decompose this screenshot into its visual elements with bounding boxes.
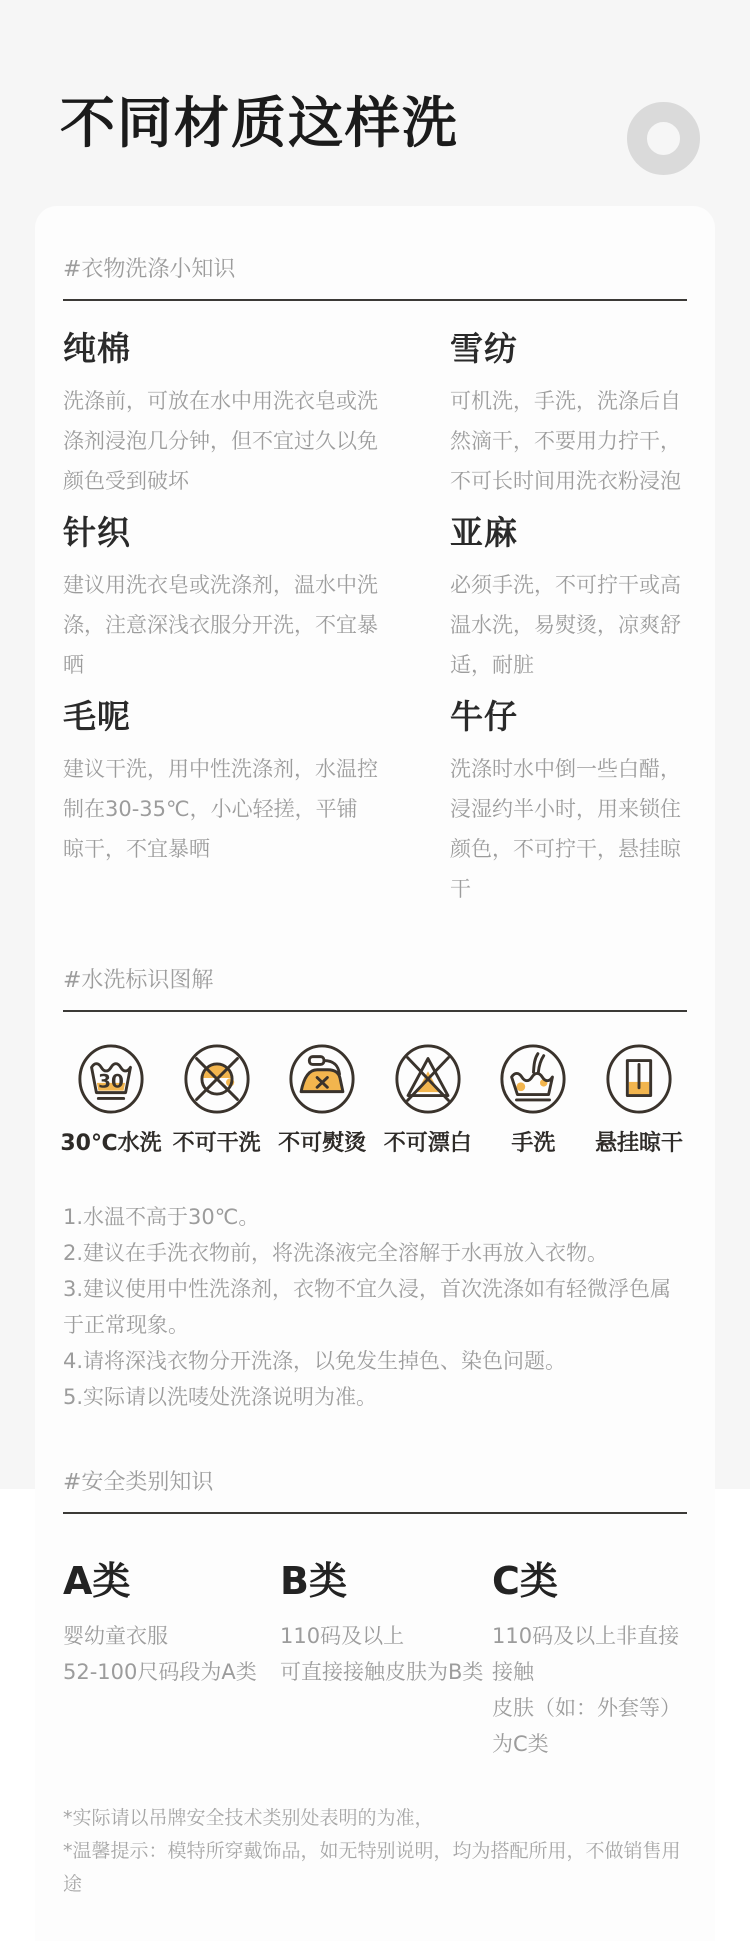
wash-symbol-hand-wash (485, 1042, 581, 1157)
wash-symbol-no-bleach (380, 1042, 476, 1157)
hang-dry-icon (604, 1042, 674, 1116)
material-name: 纯棉 (63, 331, 378, 367)
material-item-denim (450, 699, 687, 909)
safety-class-a (63, 1562, 280, 1762)
wash-note: 2.建议在手洗衣物前，将洗涤液完全溶解于水再放入衣物。 (63, 1235, 687, 1271)
wash-symbol-label: 不可干洗 (173, 1126, 261, 1157)
page-title: 不同材质这样洗 (60, 88, 690, 160)
wash-note: 4.请将深浅衣物分开洗涤，以免发生掉色、染色问题。 (63, 1343, 687, 1379)
safety-class-line: 婴幼童衣服 (63, 1618, 280, 1654)
no-iron-icon (287, 1042, 357, 1116)
safety-class-name: B类 (280, 1562, 492, 1602)
safety-class-b (280, 1562, 492, 1762)
material-item-linen (450, 515, 687, 685)
safety-class-line: 皮肤（如：外套等）为C类 (492, 1690, 687, 1762)
wash-icons-row (63, 1042, 687, 1157)
content-card (35, 206, 715, 1941)
section-materials (63, 252, 687, 910)
hand-wash-icon (498, 1042, 568, 1116)
svg-text:30: 30 (98, 1072, 124, 1093)
safety-class-line: 110码及以上非直接接触 (492, 1618, 687, 1690)
wash-symbol-no-iron (274, 1042, 370, 1157)
wash-symbol-label: 悬挂晾干 (595, 1126, 683, 1157)
safety-class-line: 可直接接触皮肤为B类 (280, 1654, 492, 1690)
wash-symbol-label: 手洗 (511, 1126, 555, 1157)
no-dry-clean-icon (182, 1042, 252, 1116)
wash-symbol-no-dry-clean (169, 1042, 265, 1157)
safety-class-line: 52-100尺码段为A类 (63, 1654, 280, 1690)
safety-class-name: C类 (492, 1562, 687, 1602)
material-name: 牛仔 (450, 699, 687, 735)
material-desc: 洗涤前，可放在水中用洗衣皂或洗涤剂浸泡几分钟，但不宜过久以免颜色受到破坏 (63, 381, 378, 501)
material-item-chiffon (450, 331, 687, 501)
material-desc: 建议用洗衣皂或洗涤剂，温水中洗涤，注意深浅衣服分开洗，不宜暴晒 (63, 565, 378, 685)
safety-class-line: 110码及以上 (280, 1618, 492, 1654)
safety-class-name: A类 (63, 1562, 280, 1602)
material-name: 雪纺 (450, 331, 687, 367)
material-desc: 建议干洗，用中性洗涤剂，水温控制在30-35℃，小心轻搓，平铺晾干，不宜暴晒 (63, 749, 378, 869)
wash-symbol-hang-dry (591, 1042, 687, 1157)
footnote: *实际请以吊牌安全技术类别处表明的为准， (63, 1802, 687, 1835)
no-bleach-icon (393, 1042, 463, 1116)
material-item-knit (63, 515, 378, 685)
section-header-materials: #衣物洗涤小知识 (63, 252, 687, 301)
material-name: 针织 (63, 515, 378, 551)
material-name: 毛呢 (63, 699, 378, 735)
wash-symbol-30c (63, 1042, 159, 1157)
wash-notes-list (63, 1199, 687, 1415)
material-item-wool (63, 699, 378, 909)
footnote: *温馨提示：模特所穿戴饰品，如无特别说明，均为搭配所用，不做销售用途 (63, 1835, 687, 1901)
materials-grid (63, 331, 687, 910)
section-header-safety: #安全类别知识 (63, 1465, 687, 1514)
footnotes (63, 1802, 687, 1901)
wash-note: 3.建议使用中性洗涤剂，衣物不宜久浸，首次洗涤如有轻微浮色属于正常现象。 (63, 1271, 687, 1343)
brand-ring-icon (627, 102, 700, 175)
wash-symbol-label: 不可漂白 (384, 1126, 472, 1157)
safety-class-c (492, 1562, 687, 1762)
material-item-cotton (63, 331, 378, 501)
wash-symbol-label: 30℃水洗 (60, 1126, 161, 1157)
wash-30c-icon (76, 1042, 146, 1116)
hero-banner (0, 0, 750, 160)
section-safety (63, 1465, 687, 1901)
section-header-wash-symbols: #水洗标识图解 (63, 963, 687, 1012)
material-desc: 洗涤时水中倒一些白醋，浸湿约半小时，用来锁住颜色，不可拧干，悬挂晾干 (450, 749, 687, 909)
material-desc: 可机洗，手洗，洗涤后自然滴干，不要用力拧干，不可长时间用洗衣粉浸泡 (450, 381, 687, 501)
section-wash-symbols (63, 963, 687, 1415)
wash-symbol-label: 不可熨烫 (278, 1126, 366, 1157)
material-name: 亚麻 (450, 515, 687, 551)
material-desc: 必须手洗，不可拧干或高温水洗，易熨烫，凉爽舒适，耐脏 (450, 565, 687, 685)
safety-class-grid (63, 1562, 687, 1762)
wash-note: 5.实际请以洗唛处洗涤说明为准。 (63, 1379, 687, 1415)
wash-note: 1.水温不高于30℃。 (63, 1199, 687, 1235)
